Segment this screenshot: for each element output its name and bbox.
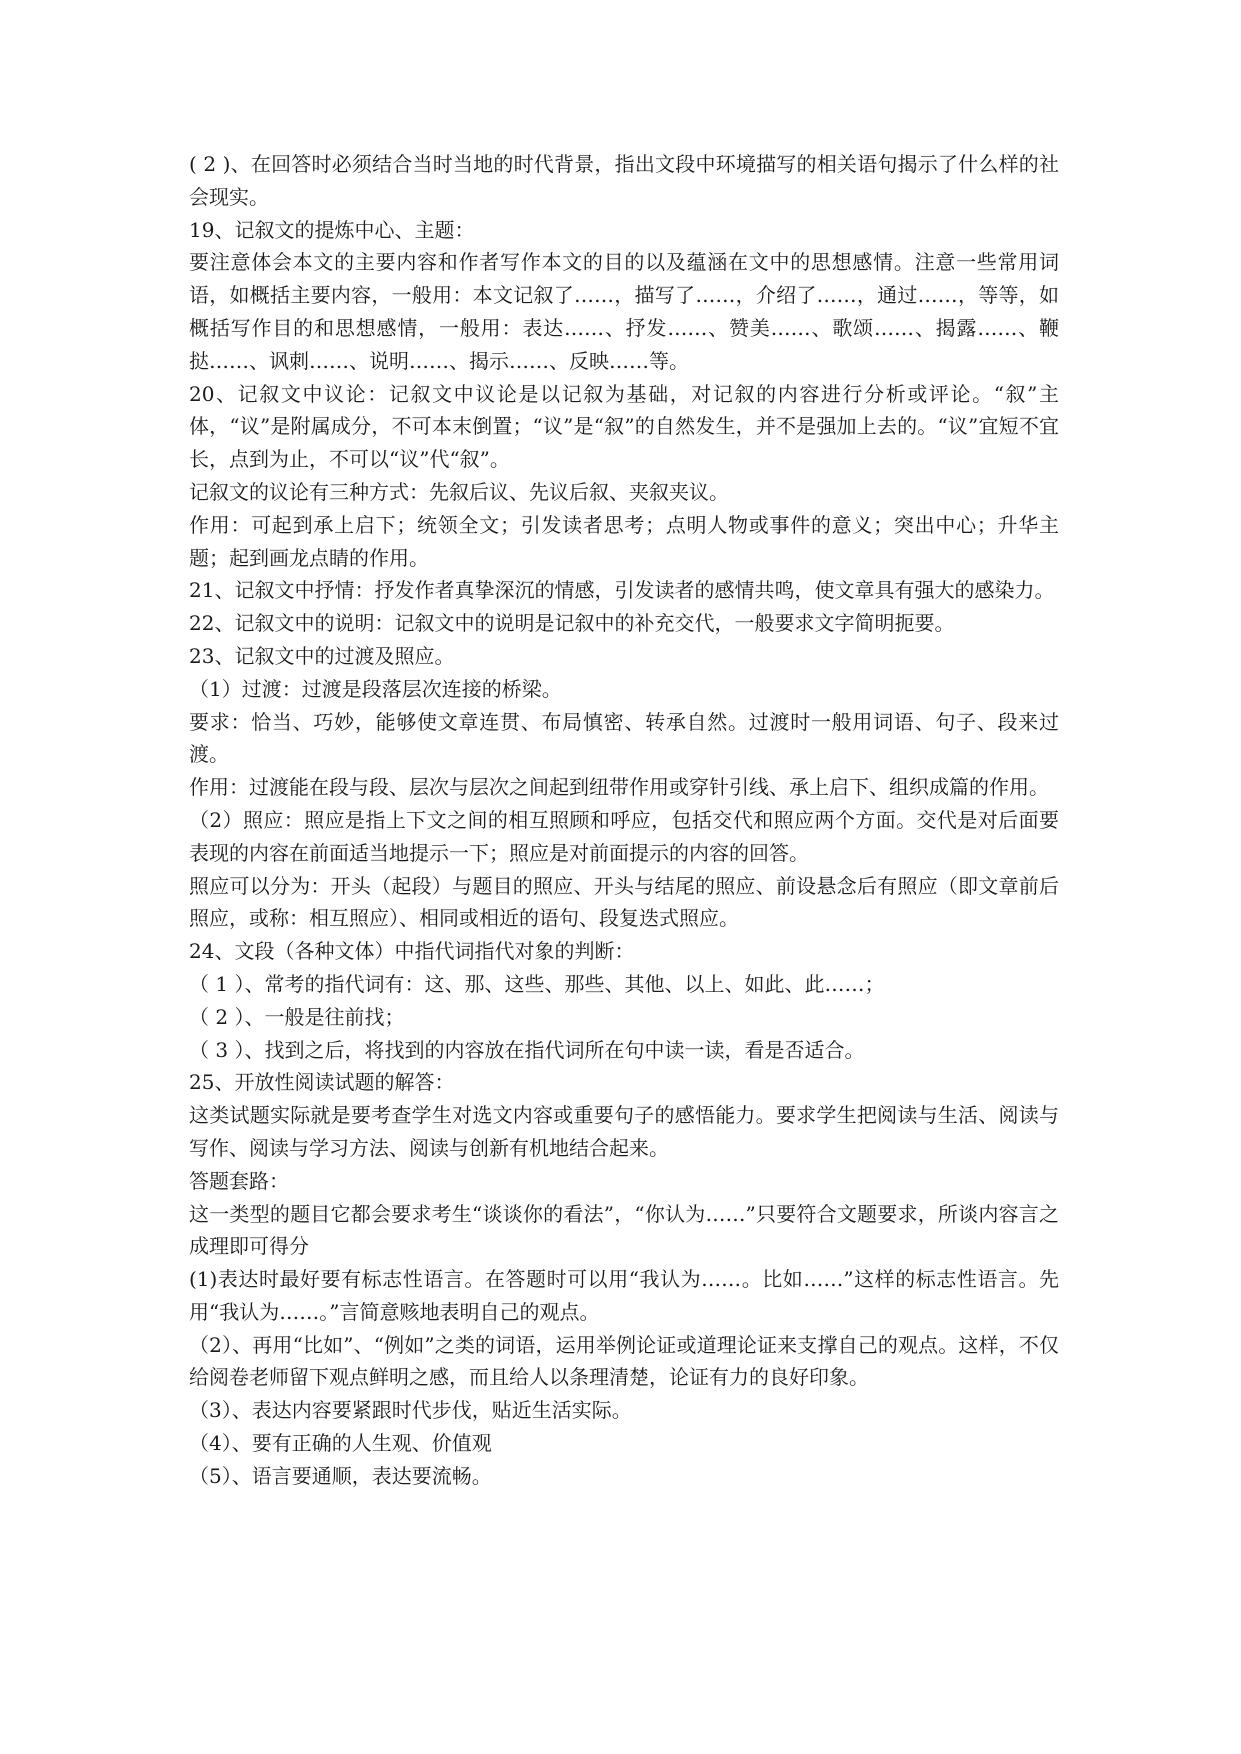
paragraph: 要求：恰当、巧妙，能够使文章连贯、布局慎密、转承自然。过渡时一般用词语、句子、段来过渡。 [189, 709, 1059, 767]
list-item: （3）、表达内容要紧跟时代步伐，贴近生活实际。 [189, 1398, 632, 1423]
section-heading: 24、文段（各种文体）中指代词指代对象的判断： [189, 939, 635, 964]
list-item: （2）照应：照应是指上下文之间的相互照顾和呼应，包括交代和照应两个方面。交代是对后面要表现的内容在前面适当地提示一下；照应是对前面提示的内容的回答。 [189, 807, 1059, 865]
paragraph: ( 2 )、在回答时必须结合当时当地的时代背景，指出文段中环境描写的相关语句揭示了什么样的社会现实。 [189, 152, 1059, 209]
list-item: （ 1 ）、常考的指代词有：这、那、这些、那些、其他、以上、如此、此……； [189, 971, 885, 996]
list-item: （ 2 ）、一般是往前找； [189, 1004, 405, 1029]
paragraph: 这一类型的题目它都会要求考生“谈谈你的看法”，“你认为……”只要符合文题要求，所谈内容言之成理即可得分 [189, 1201, 1059, 1259]
document-body [189, 148, 1059, 1493]
paragraph: 作用：可起到承上启下；统领全文；引发读者思考；点明人物或事件的意义；突出中心；升华主题；起到画龙点睛的作用。 [189, 512, 1059, 570]
paragraph: 照应可以分为：开头（起段）与题目的照应、开头与结尾的照应、前设悬念后有照应（即文章前后照应，或称：相互照应）、相同或相近的语句、段复迭式照应。 [189, 873, 1059, 931]
section-heading: 19、记叙文的提炼中心、主题： [189, 217, 475, 242]
paragraph: 这类试题实际就是要考查学生对选文内容或重要句子的感悟能力。要求学生把阅读与生活、阅读与写作、阅读与学习方法、阅读与创新有机地结合起来。 [189, 1103, 1059, 1160]
paragraph: 答题套路： [189, 1168, 289, 1193]
paragraph: 记叙文的议论有三种方式：先叙后议、先议后叙、夹叙夹议。 [189, 479, 729, 504]
section-heading: 20、记叙文中议论：记叙文中议论是以记叙为基础，对记叙的内容进行分析或评论。“叙”主体，“议”是附属成分，不可本末倒置；“议”是“叙”的自然发生，并不是强加上去的。“议”宜短不宜长，点到为止，不可以“议”代“叙”。 [189, 381, 1059, 472]
list-item: （2）、再用“比如”、“例如”之类的词语，运用举例论证或道理论证来支撑自己的观点。这样，不仅给阅卷老师留下观点鲜明之感，而且给人以条理清楚，论证有力的良好印象。 [189, 1332, 1059, 1390]
paragraph: 要注意体会本文的主要内容和作者写作本文的目的以及蕴涵在文中的思想感情。注意一些常用词语，如概括主要内容，一般用：本文记叙了……，描写了……，介绍了……，通过……，等等，如概括写作目的和思想感情，一般用：表达……、抒发……、赞美……、歌颂……、揭露……、鞭挞……、讽刺……、说明……、揭示……、反映……等。 [189, 250, 1059, 373]
section-heading: 21、记叙文中抒情：抒发作者真挚深沉的情感，引发读者的感情共鸣，使文章具有强大的感染力。 [189, 578, 1055, 603]
list-item: (1)表达时最好要有标志性语言。在答题时可以用“我认为……。比如……”这样的标志性语言。先用“我认为……。”言简意赅地表明自己的观点。 [189, 1267, 1059, 1324]
paragraph: 作用：过渡能在段与段、层次与层次之间起到纽带作用或穿针引线、承上启下、组织成篇的作用。 [189, 775, 1049, 800]
list-item: （4）、要有正确的人生观、价值观 [189, 1431, 492, 1456]
list-item: （5）、语言要通顺，表达要流畅。 [189, 1463, 492, 1488]
section-heading: 25、开放性阅读试题的解答： [189, 1070, 455, 1095]
list-item: （1）过渡：过渡是段落层次连接的桥梁。 [189, 676, 562, 701]
section-heading: 23、记叙文中的过渡及照应。 [189, 643, 455, 668]
section-heading: 22、记叙文中的说明：记叙文中的说明是记叙中的补充交代，一般要求文字简明扼要。 [189, 611, 955, 636]
list-item: （ 3 ）、找到之后，将找到的内容放在指代词所在句中读一读，看是否适合。 [189, 1037, 865, 1062]
